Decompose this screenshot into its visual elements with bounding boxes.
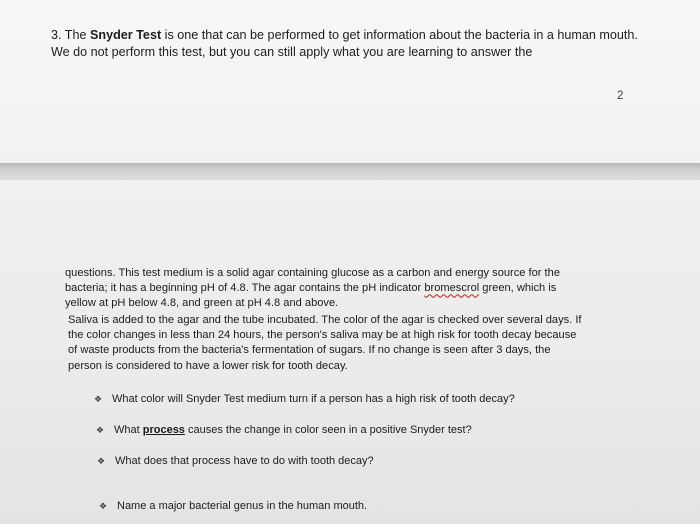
para2-line4: person is considered to have a lower risk for tooth decay.	[68, 359, 348, 372]
question-2-text: What process causes the change in color seen in a positive Snyder test?	[114, 424, 472, 436]
page-bottom	[0, 180, 700, 524]
para2-line1: Saliva is added to the agar and the tube incubated. The color of the agar is checked over several days. If	[68, 314, 582, 326]
question-3	[94, 454, 374, 468]
diamond-bullet-icon: ❖	[93, 394, 103, 404]
diamond-bullet-icon: ❖	[98, 501, 108, 511]
question-3-intro	[51, 27, 651, 61]
diamond-bullet-icon: ❖	[95, 425, 105, 435]
question-4	[96, 499, 367, 513]
intro-prefix: 3. The	[51, 28, 90, 42]
para1-line2-end: green, which is	[479, 282, 557, 295]
para1-line1: questions. This test medium is a solid agar containing glucose as a carbon and energy source for the	[65, 267, 560, 279]
misspelled-word: bromescrol	[424, 282, 480, 295]
question-1-text: What color will Snyder Test medium turn if a person has a high risk of tooth decay?	[112, 393, 515, 405]
intro-rest: is one that can be performed to get information about the bacteria in a human mouth. We do not perform this test, but you can still apply what you are learning to answer the	[51, 28, 638, 59]
snyder-test-bold: Snyder Test	[89, 28, 162, 42]
page-top	[0, 0, 700, 163]
question-1	[91, 392, 515, 406]
paragraph-1	[65, 266, 645, 312]
question-2	[93, 423, 472, 437]
page-break	[0, 163, 700, 180]
question-3-text: What does that process have to do with tooth decay?	[115, 455, 374, 467]
para1-line3: yellow at pH below 4.8, and green at pH 4.8 and above.	[65, 297, 339, 310]
diamond-bullet-icon: ❖	[96, 456, 106, 466]
para2-line2: the color changes in less than 24 hours, the person's saliva may be at high risk for tooth decay because	[68, 329, 577, 342]
para2-line3: of waste products from the bacteria's fermentation of sugars. If no change is seen after 3 days, the	[68, 344, 551, 357]
question-4-text: Name a major bacterial genus in the human mouth.	[117, 500, 368, 512]
page-number: 2	[617, 90, 624, 102]
para1-line2: bacteria; it has a beginning pH of 4.8. The agar contains the pH indicator	[65, 282, 425, 295]
paragraph-2	[68, 313, 648, 374]
process-word: process	[142, 424, 185, 436]
